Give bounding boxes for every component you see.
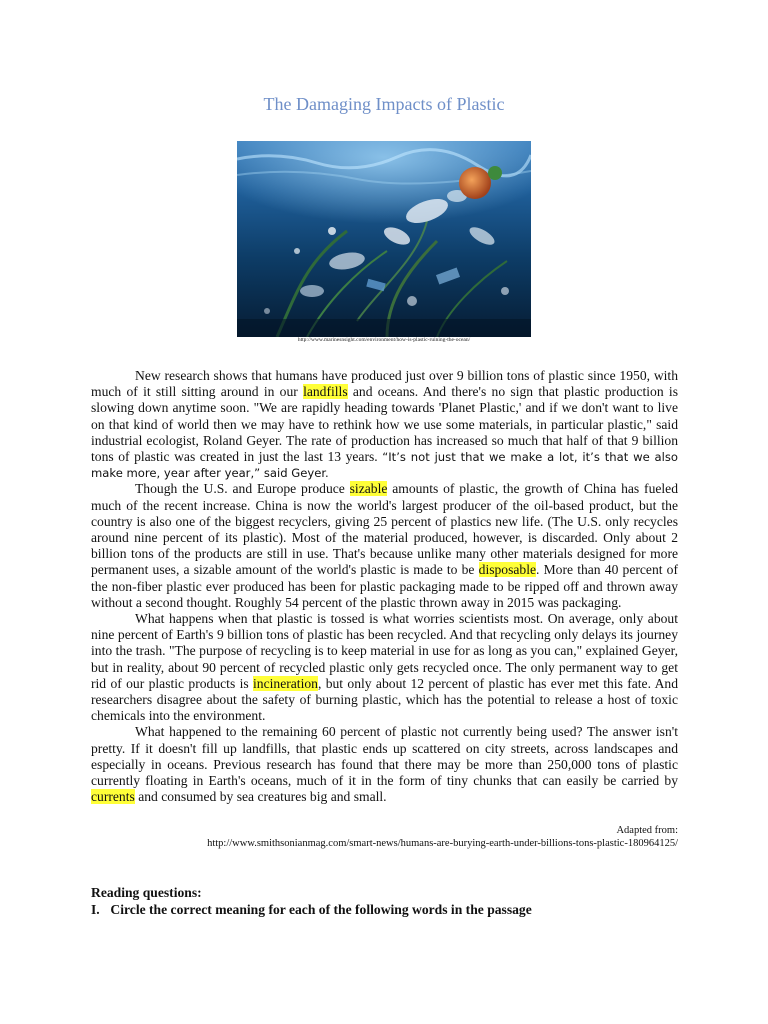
article-passage <box>91 368 678 805</box>
highlighted-word: sizable <box>349 481 388 497</box>
ocean-plastic-photo <box>237 141 531 337</box>
reading-questions <box>91 884 691 918</box>
source-label: Adapted from: <box>616 825 678 836</box>
document-title: The Damaging Impacts of Plastic <box>263 94 505 114</box>
question-text: Circle the correct meaning for each of the following words in the passage <box>110 902 532 917</box>
image-credit: http://www.marinesnsight.com/environment/how-is-plastic-ruining-the-ocean/ <box>297 337 471 343</box>
source-attribution <box>78 824 678 850</box>
source-url: http://www.smithsonianmag.com/smart-news/humans-are-burying-earth-under-billions-tons-plastic-180964125/ <box>207 838 678 849</box>
paragraph-4: What happened to the remaining 60 percent of plastic not currently being used? The answer isn't pretty. If it doesn't fill up landfills, that plastic ends up scattered on city streets, across landscapes and especially in oceans. Previous research has found that there may be more than 250,000 tons of plastic currently floating in Earth's oceans, much of it in the form of tiny chunks that can easily be carried by currents and consumed by sea creatures big and small. <box>91 724 678 805</box>
question-item-1 <box>91 901 691 918</box>
questions-heading: Reading questions: <box>91 885 202 900</box>
highlighted-word: disposable <box>478 562 537 578</box>
paragraph-3: What happens when that plastic is tossed is what worries scientists most. On average, only about nine percent of Earth's 9 billion tons of plastic has been recycled. And that recycling only delays its journey into the trash. "The purpose of recycling is to keep material in use for as long as you can," explained Geyer, but in reality, about 90 percent of recycled plastic only gets recycled once. The only permanent way to get rid of our plastic products is incineration, but only about 12 percent of plastic has ever met this fate. And researchers disagree about the safety of burning plastic, which has the potential to release a host of toxic chemicals into the environment. <box>91 611 678 724</box>
paragraph-2: Though the U.S. and Europe produce sizable amounts of plastic, the growth of China has fueled much of the recent increase. China is now the world's largest producer of the oil-based product, but the country is also one of the biggest recyclers, giving 25 percent of plastics new life. (The U.S. only recycles around nine percent of its plastic). Most of the material produced, however, is discarded. Only about 2 billion tons of the products are still in use. That's because unlike many other materials designed for more permanent uses, a sizable amount of the world's plastic is made to be disposable. More than 40 percent of the non-fiber plastic ever produced has been for plastic packaging made to be ripped off and thrown away without a second thought. Roughly 54 percent of the plastic thrown away in 2015 was packaging. <box>91 481 679 610</box>
geyer-quote: “It’s not just that we make a lot, it’s that we also make more, year after year,” said Geyer. <box>91 450 678 481</box>
question-number: I. <box>91 902 100 917</box>
highlighted-word: incineration <box>253 675 318 691</box>
highlighted-word: landfills <box>303 384 348 400</box>
highlighted-word: currents <box>91 789 135 805</box>
paragraph-1: New research shows that humans have produced just over 9 billion tons of plastic since 1950, with much of it still sitting around in our landfills and oceans. And there's no sign that plastic production is slowing down anytime soon. "We are rapidly heading towards 'Planet Plastic,' and if we don't want to live on that kind of world then we may have to rethink how we use some materials, in particular plastic," said industrial ecologist, Roland Geyer. The rate of production has increased so much that half of that 9 billion tons of plastic was created in just the last 13 years. “It’s not just that we make a lot, it’s that we also make more, year after year,” said Geyer. <box>91 368 678 481</box>
